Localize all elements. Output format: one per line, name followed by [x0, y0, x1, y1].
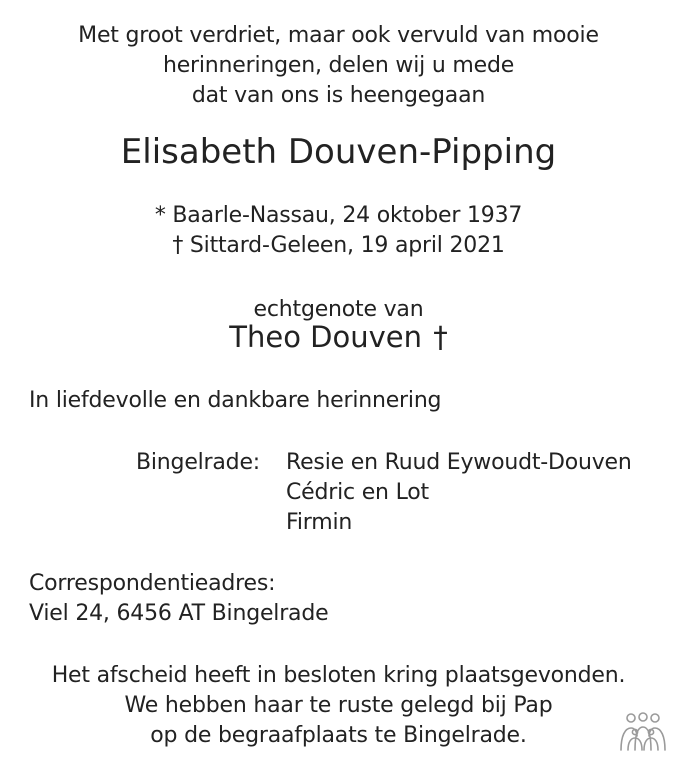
- remembrance-line: In liefdevolle en dankbare herinnering: [29, 388, 442, 413]
- closing-line-1: Het afscheid heeft in besloten kring plaatsgevonden.: [51, 663, 626, 688]
- family-member: Resie en Ruud Eywoudt-Douven: [286, 450, 632, 475]
- spouse-label: echtgenote van: [253, 297, 424, 322]
- closing-line-2: We hebben haar te ruste gelegd bij Pap: [124, 693, 553, 718]
- death-line: † Sittard-Geleen, 19 april 2021: [172, 233, 505, 258]
- spouse-dagger: †: [433, 320, 448, 354]
- correspondence-address: Viel 24, 6456 AT Bingelrade: [29, 601, 329, 626]
- spouse-name: Theo Douven: [229, 320, 422, 354]
- closing-line-3: op de begraafplaats te Bingelrade.: [150, 723, 527, 748]
- correspondence-label: Correspondentieadres:: [29, 571, 276, 596]
- spouse-line: [0, 320, 677, 354]
- family-place: Bingelrade:: [136, 450, 260, 475]
- deceased-name: Elisabeth Douven-Pipping: [120, 132, 557, 172]
- intro-line-3: dat van ons is heengegaan: [191, 83, 486, 108]
- family-member: Cédric en Lot: [286, 480, 429, 505]
- intro-line-2: herinneringen, delen wij u mede: [162, 53, 515, 78]
- people-group-icon: [617, 710, 669, 754]
- family-member: Firmin: [286, 510, 353, 535]
- birth-line: * Baarle-Nassau, 24 oktober 1937: [154, 203, 523, 228]
- intro-line-1: Met groot verdriet, maar ook vervuld van mooie: [78, 23, 599, 48]
